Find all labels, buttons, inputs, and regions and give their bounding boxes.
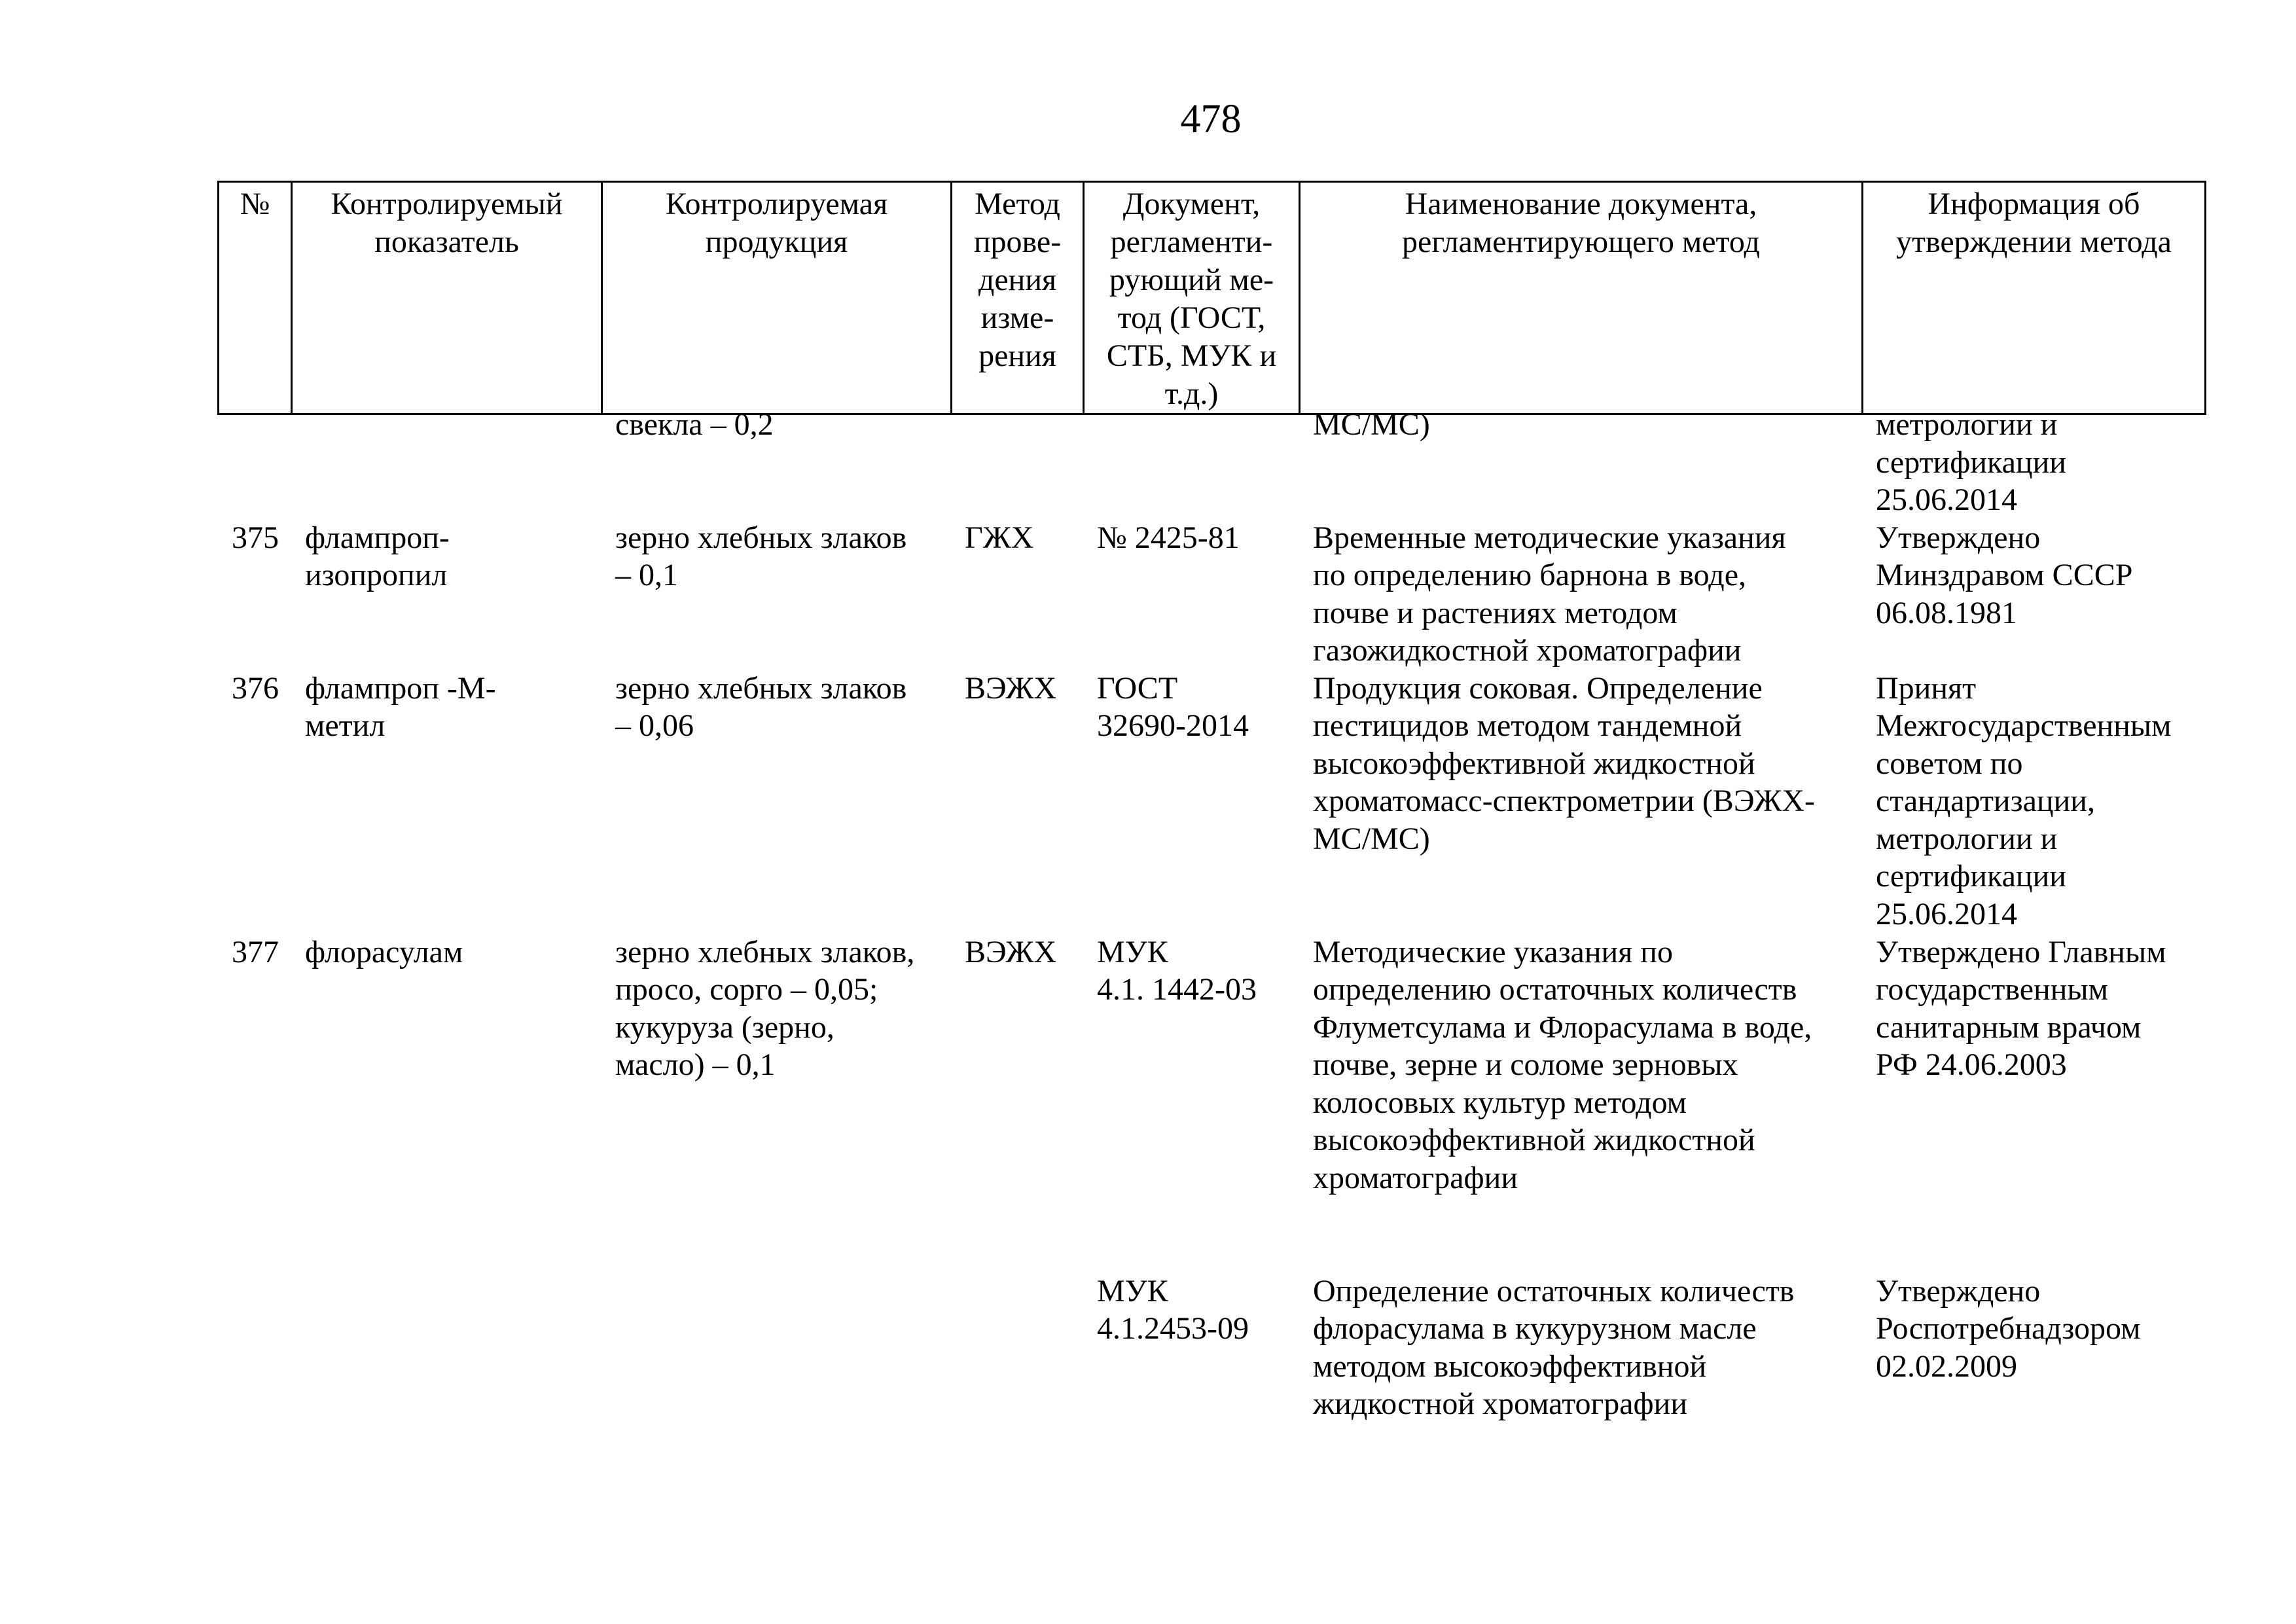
header-cell-document-name: Наименование документа, регламентирующего метод: [1300, 182, 1863, 414]
table-row: [217, 1272, 2204, 1423]
cell-document: МУК 4.1.2453-09: [1097, 1273, 1249, 1346]
header-cell-method: Метод прове- дения изме- рения: [952, 182, 1084, 414]
cell-method: ВЭЖХ: [965, 934, 1057, 969]
table-row: [217, 519, 2204, 670]
cell-indicator: [291, 1272, 601, 1423]
cell-indicator: флампроп -М- метил: [305, 670, 496, 743]
cell-method: [950, 406, 1083, 519]
cell-document: МУК 4.1. 1442-03: [1097, 934, 1257, 1007]
cell-approval: Утверждено Минздравом СССР 06.08.1981: [1876, 520, 2133, 630]
cell-indicator: флампроп- изопропил: [305, 520, 450, 592]
table-header: [217, 181, 2206, 415]
cell-product: зерно хлебных злаков – 0,06: [615, 670, 907, 743]
cell-number: [217, 1272, 291, 1423]
cell-document-name: Продукция соковая. Определение пестицидов методом тандемной высокоэффективной жидкостной хроматомасс-спектрометрии (ВЭЖХ- МС/МС): [1313, 670, 1815, 856]
header-cell-approval: Информация об утверждении метода: [1863, 182, 2206, 414]
cell-number: 376: [232, 670, 279, 706]
cell-document: ГОСТ 32690-2014: [1097, 670, 1249, 743]
cell-document: № 2425-81: [1097, 520, 1240, 555]
header-cell-document: Документ, регламенти- рующий ме- тод (ГОСТ, СТБ, МУК и т.д.): [1084, 182, 1300, 414]
cell-number: [217, 406, 291, 519]
cell-approval: Принят Межгосударственным советом по стандартизации, метрологии и сертификации 25.06.2014: [1876, 670, 2172, 931]
cell-number: 377: [232, 934, 279, 969]
cell-product: свекла – 0,2: [615, 407, 774, 442]
header-cell-number: №: [219, 182, 292, 414]
table-body: [217, 406, 2204, 1423]
cell-product: зерно хлебных злаков – 0,1: [615, 520, 907, 592]
cell-document: [1083, 406, 1299, 519]
page-number: 478: [1180, 97, 1242, 141]
cell-number: 375: [232, 520, 279, 555]
cell-indicator: [291, 406, 601, 519]
header-cell-indicator: Контролируемый показатель: [292, 182, 602, 414]
table-row: [217, 406, 2204, 519]
cell-product: [601, 1272, 950, 1423]
cell-approval: Утверждено Роспотребнадзором 02.02.2009: [1876, 1273, 2141, 1384]
header-cell-product: Контролируемая продукция: [602, 182, 952, 414]
cell-document-name: Методические указания по определению остаточных количеств Флуметсулама и Флорасулама в воде, почве, зерне и соломе зерновых колосовых культур методом высокоэффективной жидкостной хроматографии: [1313, 934, 1812, 1195]
table-row: [217, 670, 2204, 933]
cell-product: зерно хлебных злаков, просо, сорго – 0,05; кукуруза (зерно, масло) – 0,1: [615, 934, 915, 1082]
table-row: [217, 933, 2204, 1272]
cell-method: ГЖХ: [965, 520, 1034, 555]
cell-method: ВЭЖХ: [965, 670, 1057, 706]
cell-indicator: флорасулам: [305, 934, 463, 969]
cell-document-name: Временные методические указания по определению барнона в воде, почве и растениях методом газожидкостной хроматографии: [1313, 520, 1786, 668]
cell-document-name: МС/МС): [1313, 407, 1430, 442]
cell-approval: Утверждено Главным государственным санитарным врачом РФ 24.06.2003: [1876, 934, 2166, 1082]
cell-document-name: Определение остаточных количеств флорасулама в кукурузном масле методом высокоэффективной жидкостной хроматографии: [1313, 1273, 1795, 1421]
cell-method: [950, 1272, 1083, 1423]
cell-approval: метрологии и сертификации 25.06.2014: [1876, 407, 2066, 517]
